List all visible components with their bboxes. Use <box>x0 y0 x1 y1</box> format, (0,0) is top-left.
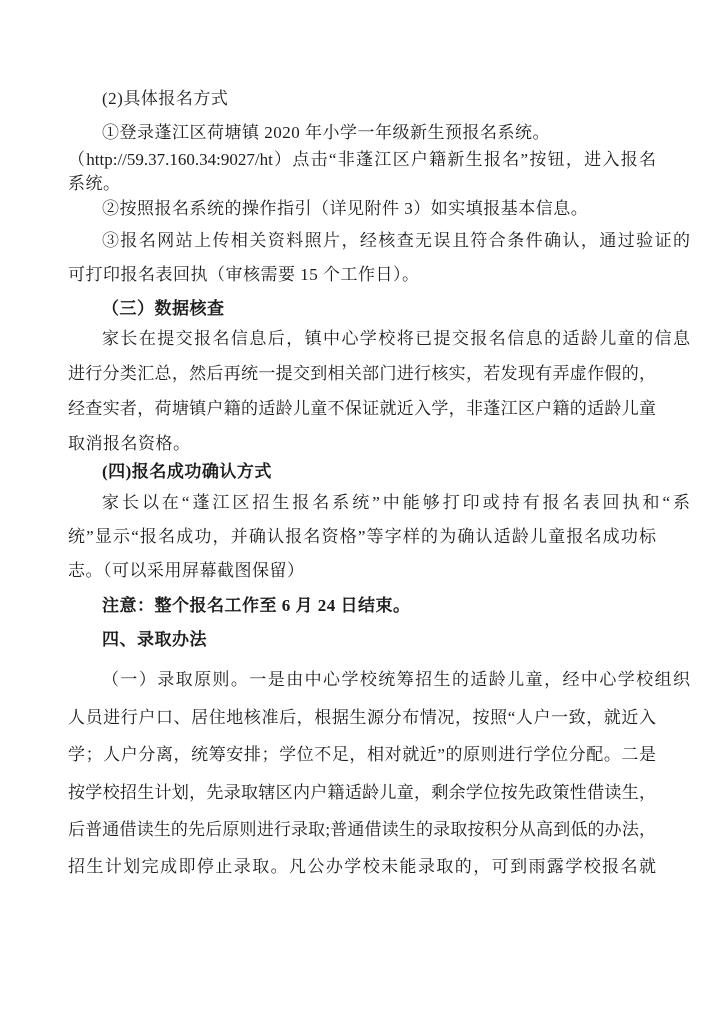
heading-admission-method: 四、录取办法 <box>102 630 207 649</box>
document-line: 学；人户分离，统筹安排；学位不足，相对就近”的原则进行学位分配。二是 <box>68 745 656 764</box>
document-line: （一）录取原则。一是由中心学校统筹招生的适龄儿童，经中心学校组织 <box>102 670 690 689</box>
document-line: 家长以在“蓬江区招生报名系统”中能够打印或持有报名表回执和“系 <box>102 493 690 512</box>
document-line: 可打印报名表回执（审核需要 15 个工作日）。 <box>68 265 420 284</box>
heading-confirmation-method: (四)报名成功确认方式 <box>102 462 272 481</box>
document-line: 统”显示“报名成功，并确认报名资格”等字样的为确认适龄儿童报名成功标 <box>68 527 656 546</box>
document-line: 经查实者，荷塘镇户籍的适龄儿童不保证就近入学，非蓬江区户籍的适龄儿童 <box>68 399 656 418</box>
document-line: ①登录蓬江区荷塘镇 2020 年小学一年级新生预报名系统。 <box>102 123 550 142</box>
document-line: 进行分类汇总，然后再统一提交到相关部门进行核实，若发现有弄虚作假的， <box>68 364 656 383</box>
document-text-column <box>68 0 690 1024</box>
document-line: 招生计划完成即停止录取。凡公办学校未能录取的，可到雨露学校报名就 <box>68 857 656 876</box>
document-line: ②按照报名系统的操作指引（详见附件 3）如实填报基本信息。 <box>102 199 589 218</box>
subheading-registration-method: (2)具体报名方式 <box>102 89 229 108</box>
document-line: 志。（可以采用屏幕截图保留） <box>68 561 305 580</box>
document-line: 取消报名资格。 <box>68 434 191 453</box>
document-line: ③报名网站上传相关资料照片，经核查无误且符合条件确认，通过验证的 <box>102 231 690 250</box>
document-line: 人员进行户口、居住地核准后，根据生源分布情况，按照“人户一致，就近入 <box>68 708 656 727</box>
heading-data-verification: （三）数据核查 <box>102 299 225 318</box>
notice-deadline: 注意：整个报名工作至 6 月 24 日结束。 <box>102 596 411 615</box>
document-line: 系统。 <box>68 174 121 193</box>
document-line: 后普通借读生的先后原则进行录取;普通借读生的录取按积分从高到低的办法， <box>68 820 656 839</box>
document-line: 按学校招生计划，先录取辖区内户籍适龄儿童，剩余学位按先政策性借读生， <box>68 783 656 802</box>
document-line: 家长在提交报名信息后，镇中心学校将已提交报名信息的适龄儿童的信息 <box>102 329 690 348</box>
document-line-url: （http://59.37.160.34:9027/ht）点击“非蓬江区户籍新生报名”按钮，进入报名 <box>68 150 656 169</box>
